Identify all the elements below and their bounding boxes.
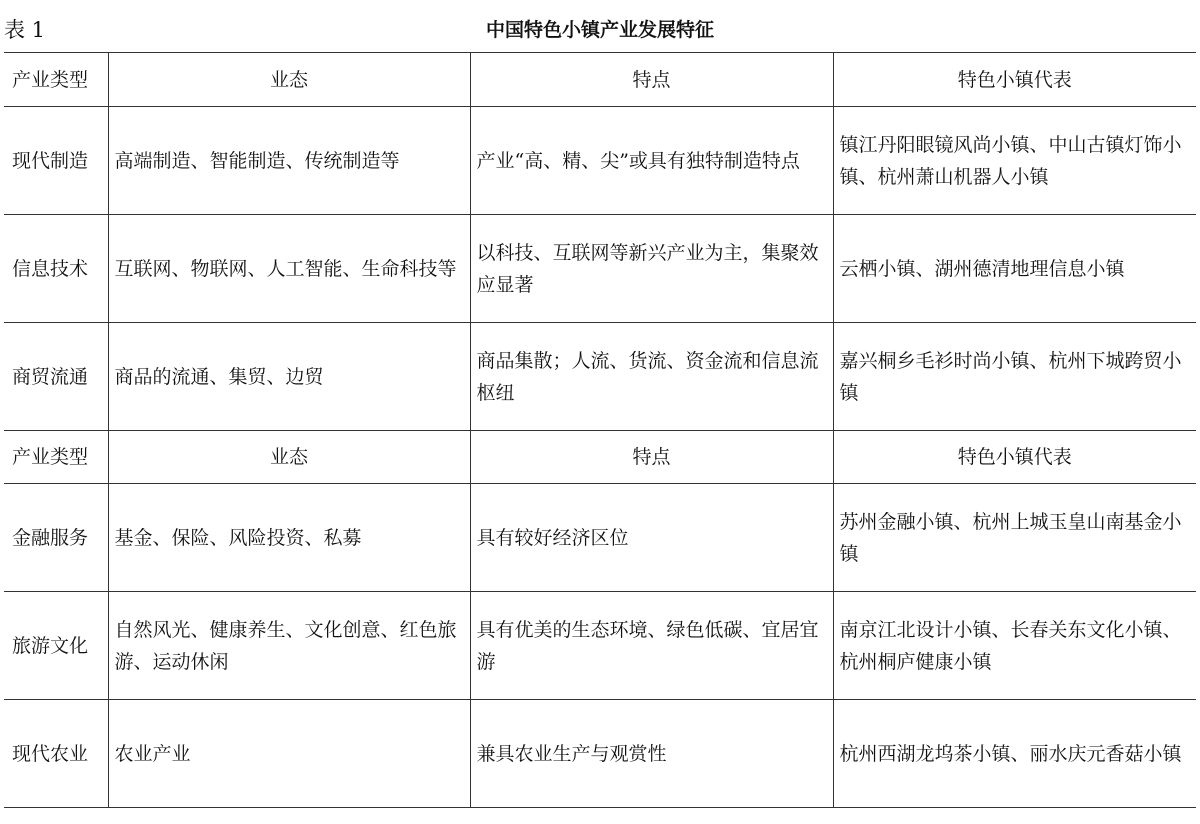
table-row bbox=[4, 215, 1196, 323]
row-representative: 镇江丹阳眼镜风尚小镇、中山古镇灯饰小镇、杭州萧山机器人小镇 bbox=[833, 107, 1196, 215]
row-format: 商品的流通、集贸、边贸 bbox=[108, 323, 470, 431]
table-label: 表 1 bbox=[4, 18, 46, 42]
row-type: 旅游文化 bbox=[4, 592, 108, 700]
row-feature: 产业“高、精、尖”或具有独特制造特点 bbox=[470, 107, 833, 215]
row-feature: 具有优美的生态环境、绿色低碳、宜居宜游 bbox=[470, 592, 833, 700]
row-representative: 苏州金融小镇、杭州上城玉皇山南基金小镇 bbox=[833, 484, 1196, 592]
table-header-row bbox=[4, 53, 1196, 107]
table-row bbox=[4, 484, 1196, 592]
row-type: 金融服务 bbox=[4, 484, 108, 592]
row-type: 现代制造 bbox=[4, 107, 108, 215]
row-representative: 嘉兴桐乡毛衫时尚小镇、杭州下城跨贸小镇 bbox=[833, 323, 1196, 431]
table-row bbox=[4, 323, 1196, 431]
header-representative: 特色小镇代表 bbox=[833, 431, 1196, 484]
table-row bbox=[4, 107, 1196, 215]
row-format: 自然风光、健康养生、文化创意、红色旅游、运动休闲 bbox=[108, 592, 470, 700]
industry-table bbox=[4, 52, 1196, 808]
header-representative: 特色小镇代表 bbox=[833, 53, 1196, 107]
row-format: 互联网、物联网、人工智能、生命科技等 bbox=[108, 215, 470, 323]
row-feature: 商品集散；人流、货流、资金流和信息流枢纽 bbox=[470, 323, 833, 431]
row-type: 现代农业 bbox=[4, 700, 108, 808]
header-format: 业态 bbox=[108, 53, 470, 107]
table-title: 中国特色小镇产业发展特征 bbox=[485, 19, 714, 41]
header-type: 产业类型 bbox=[4, 53, 108, 107]
row-format: 农业产业 bbox=[108, 700, 470, 808]
row-feature: 具有较好经济区位 bbox=[470, 484, 833, 592]
header-type: 产业类型 bbox=[4, 431, 108, 484]
row-feature: 兼具农业生产与观赏性 bbox=[470, 700, 833, 808]
table-row bbox=[4, 592, 1196, 700]
header-format: 业态 bbox=[108, 431, 470, 484]
row-representative: 云栖小镇、湖州德清地理信息小镇 bbox=[833, 215, 1196, 323]
table-caption bbox=[0, 0, 1200, 52]
table-header-row-repeat bbox=[4, 431, 1196, 484]
row-feature: 以科技、互联网等新兴产业为主，集聚效应显著 bbox=[470, 215, 833, 323]
row-type: 商贸流通 bbox=[4, 323, 108, 431]
table-row bbox=[4, 700, 1196, 808]
row-type: 信息技术 bbox=[4, 215, 108, 323]
row-format: 基金、保险、风险投资、私募 bbox=[108, 484, 470, 592]
row-representative: 南京江北设计小镇、长春关东文化小镇、杭州桐庐健康小镇 bbox=[833, 592, 1196, 700]
row-representative: 杭州西湖龙坞茶小镇、丽水庆元香菇小镇 bbox=[833, 700, 1196, 808]
header-feature: 特点 bbox=[470, 53, 833, 107]
header-feature: 特点 bbox=[470, 431, 833, 484]
row-format: 高端制造、智能制造、传统制造等 bbox=[108, 107, 470, 215]
